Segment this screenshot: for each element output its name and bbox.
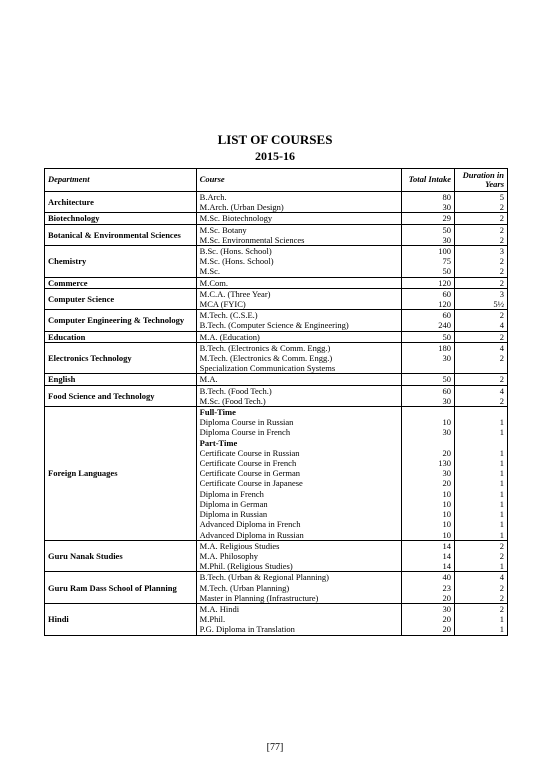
department-cell: Architecture [45, 192, 197, 213]
course-cell: M.Tech. (C.S.E.) [196, 310, 401, 321]
department-cell: English [45, 374, 197, 385]
duration-cell: 1 [455, 530, 508, 541]
duration-cell [455, 438, 508, 448]
table-row [45, 277, 508, 288]
course-cell: M.Sc. Botany [196, 224, 401, 235]
intake-cell: 75 [402, 256, 455, 266]
table-row [45, 572, 508, 583]
intake-cell: 10 [402, 499, 455, 509]
department-cell: Electronics Technology [45, 342, 197, 374]
intake-cell: 20 [402, 478, 455, 488]
duration-cell: 2 [455, 310, 508, 321]
intake-cell: 120 [402, 299, 455, 310]
course-cell: M.Sc. (Food Tech.) [196, 396, 401, 407]
duration-cell: 1 [455, 561, 508, 572]
department-cell: Education [45, 331, 197, 342]
table-row [45, 374, 508, 385]
course-cell: Advanced Diploma in Russian [196, 530, 401, 541]
course-cell: M.Sc. [196, 266, 401, 277]
intake-cell: 180 [402, 342, 455, 353]
intake-cell [402, 438, 455, 448]
intake-cell: 60 [402, 288, 455, 299]
duration-cell: 1 [455, 478, 508, 488]
duration-cell: 2 [455, 540, 508, 551]
duration-cell [455, 363, 508, 374]
header-total-intake: Total Intake [402, 169, 455, 192]
intake-cell: 60 [402, 310, 455, 321]
duration-cell: 4 [455, 572, 508, 583]
course-cell: B.Tech. (Computer Science & Engineering) [196, 320, 401, 331]
intake-cell: 30 [402, 603, 455, 614]
duration-cell: 1 [455, 448, 508, 458]
duration-cell: 1 [455, 489, 508, 499]
intake-cell: 29 [402, 213, 455, 224]
table-row [45, 342, 508, 353]
course-cell: Certificate Course in French [196, 458, 401, 468]
intake-cell: 30 [402, 468, 455, 478]
page-title: LIST OF COURSES [217, 132, 333, 147]
course-cell: M.Phil. (Religious Studies) [196, 561, 401, 572]
duration-cell: 2 [455, 202, 508, 213]
duration-cell: 1 [455, 458, 508, 468]
duration-cell: 2 [455, 374, 508, 385]
duration-cell: 2 [455, 213, 508, 224]
duration-cell: 2 [455, 266, 508, 277]
department-cell: Food Science and Technology [45, 385, 197, 406]
department-cell: Computer Engineering & Technology [45, 310, 197, 331]
course-cell: P.G. Diploma in Translation [196, 624, 401, 635]
course-subheading: Part-Time [196, 438, 401, 448]
duration-cell: 1 [455, 614, 508, 624]
intake-cell: 50 [402, 266, 455, 277]
duration-cell: 3 [455, 246, 508, 257]
intake-cell: 14 [402, 540, 455, 551]
intake-cell: 60 [402, 385, 455, 396]
intake-cell: 40 [402, 572, 455, 583]
intake-cell: 10 [402, 509, 455, 519]
duration-cell: 1 [455, 509, 508, 519]
course-cell: Diploma Course in Russian [196, 417, 401, 427]
duration-cell: 2 [455, 603, 508, 614]
course-cell: B.Tech. (Urban & Regional Planning) [196, 572, 401, 583]
intake-cell: 50 [402, 374, 455, 385]
header-duration: Duration in Years [455, 169, 508, 192]
course-cell: M.Tech. (Urban Planning) [196, 583, 401, 593]
department-cell: Foreign Languages [45, 407, 197, 541]
course-subheading: Full-Time [196, 407, 401, 418]
table-row [45, 540, 508, 551]
department-cell: Guru Ram Dass School of Planning [45, 572, 197, 604]
duration-cell: 1 [455, 468, 508, 478]
intake-cell: 30 [402, 235, 455, 246]
intake-cell: 10 [402, 489, 455, 499]
intake-cell: 10 [402, 530, 455, 541]
duration-cell: 2 [455, 235, 508, 246]
intake-cell: 20 [402, 614, 455, 624]
duration-cell: 1 [455, 417, 508, 427]
department-cell: Hindi [45, 603, 197, 635]
course-cell: M.A. Hindi [196, 603, 401, 614]
intake-cell: 30 [402, 396, 455, 407]
intake-cell: 120 [402, 277, 455, 288]
header-department: Department [45, 169, 197, 192]
course-cell: M.A. Philosophy [196, 551, 401, 561]
duration-cell: 5½ [455, 299, 508, 310]
course-cell: Certificate Course in Japanese [196, 478, 401, 488]
duration-cell: 2 [455, 396, 508, 407]
intake-cell: 10 [402, 519, 455, 529]
course-cell: M.Sc. Biotechnology [196, 213, 401, 224]
header-course: Course [196, 169, 401, 192]
duration-cell: 2 [455, 256, 508, 266]
course-cell: M.A. Religious Studies [196, 540, 401, 551]
intake-cell: 50 [402, 331, 455, 342]
course-cell: M.Sc. Environmental Sciences [196, 235, 401, 246]
duration-cell: 2 [455, 224, 508, 235]
duration-cell: 4 [455, 385, 508, 396]
duration-cell: 2 [455, 277, 508, 288]
intake-cell: 23 [402, 583, 455, 593]
intake-cell [402, 407, 455, 418]
course-cell: Master in Planning (Infrastructure) [196, 593, 401, 604]
intake-cell: 20 [402, 448, 455, 458]
duration-cell: 1 [455, 624, 508, 635]
course-cell: M.A. (Education) [196, 331, 401, 342]
duration-cell: 5 [455, 192, 508, 203]
course-cell: M.C.A. (Three Year) [196, 288, 401, 299]
course-cell: M.Sc. (Hons. School) [196, 256, 401, 266]
intake-cell [402, 363, 455, 374]
course-cell: M.Phil. [196, 614, 401, 624]
duration-cell: 2 [455, 331, 508, 342]
table-body [45, 192, 508, 636]
duration-cell: 2 [455, 583, 508, 593]
course-cell: B.Arch. [196, 192, 401, 203]
table-row [45, 213, 508, 224]
table-row [45, 603, 508, 614]
table-row [45, 385, 508, 396]
duration-cell: 3 [455, 288, 508, 299]
course-cell: Diploma in French [196, 489, 401, 499]
duration-cell: 2 [455, 593, 508, 604]
table-row [45, 407, 508, 418]
course-cell: B.Tech. (Food Tech.) [196, 385, 401, 396]
course-cell: M.Tech. (Electronics & Comm. Engg.) [196, 353, 401, 363]
intake-cell: 10 [402, 417, 455, 427]
duration-cell: 4 [455, 320, 508, 331]
intake-cell: 20 [402, 624, 455, 635]
duration-cell: 4 [455, 342, 508, 353]
table-row [45, 224, 508, 235]
table-row [45, 310, 508, 321]
course-cell: Certificate Course in Russian [196, 448, 401, 458]
department-cell: Commerce [45, 277, 197, 288]
intake-cell: 100 [402, 246, 455, 257]
department-cell: Biotechnology [45, 213, 197, 224]
page-subtitle: 2015-16 [255, 149, 295, 163]
intake-cell: 240 [402, 320, 455, 331]
page-number: [77] [266, 742, 284, 753]
duration-cell: 1 [455, 427, 508, 437]
duration-cell [455, 407, 508, 418]
intake-cell: 30 [402, 427, 455, 437]
course-cell: Diploma in Russian [196, 509, 401, 519]
intake-cell: 14 [402, 561, 455, 572]
department-cell: Chemistry [45, 246, 197, 278]
duration-cell: 1 [455, 499, 508, 509]
department-cell: Guru Nanak Studies [45, 540, 197, 572]
course-cell: Advanced Diploma in French [196, 519, 401, 529]
table-row [45, 288, 508, 299]
course-cell: Certificate Course in German [196, 468, 401, 478]
course-cell: Specialization Communication Systems [196, 363, 401, 374]
intake-cell: 14 [402, 551, 455, 561]
table-row [45, 331, 508, 342]
course-cell: B.Sc. (Hons. School) [196, 246, 401, 257]
course-cell: Diploma Course in French [196, 427, 401, 437]
intake-cell: 30 [402, 353, 455, 363]
table-header-row [45, 169, 508, 192]
table-row [45, 246, 508, 257]
course-cell: MCA (FYIC) [196, 299, 401, 310]
intake-cell: 130 [402, 458, 455, 468]
course-cell: Diploma in German [196, 499, 401, 509]
intake-cell: 50 [402, 224, 455, 235]
course-cell: B.Tech. (Electronics & Comm. Engg.) [196, 342, 401, 353]
department-cell: Computer Science [45, 288, 197, 309]
table-row [45, 192, 508, 203]
intake-cell: 20 [402, 593, 455, 604]
department-cell: Botanical & Environmental Sciences [45, 224, 197, 245]
duration-cell: 2 [455, 551, 508, 561]
intake-cell: 80 [402, 192, 455, 203]
courses-table [44, 168, 508, 636]
duration-cell: 2 [455, 353, 508, 363]
intake-cell: 30 [402, 202, 455, 213]
course-cell: M.Arch. (Urban Design) [196, 202, 401, 213]
course-cell: M.A. [196, 374, 401, 385]
course-cell: M.Com. [196, 277, 401, 288]
duration-cell: 1 [455, 519, 508, 529]
